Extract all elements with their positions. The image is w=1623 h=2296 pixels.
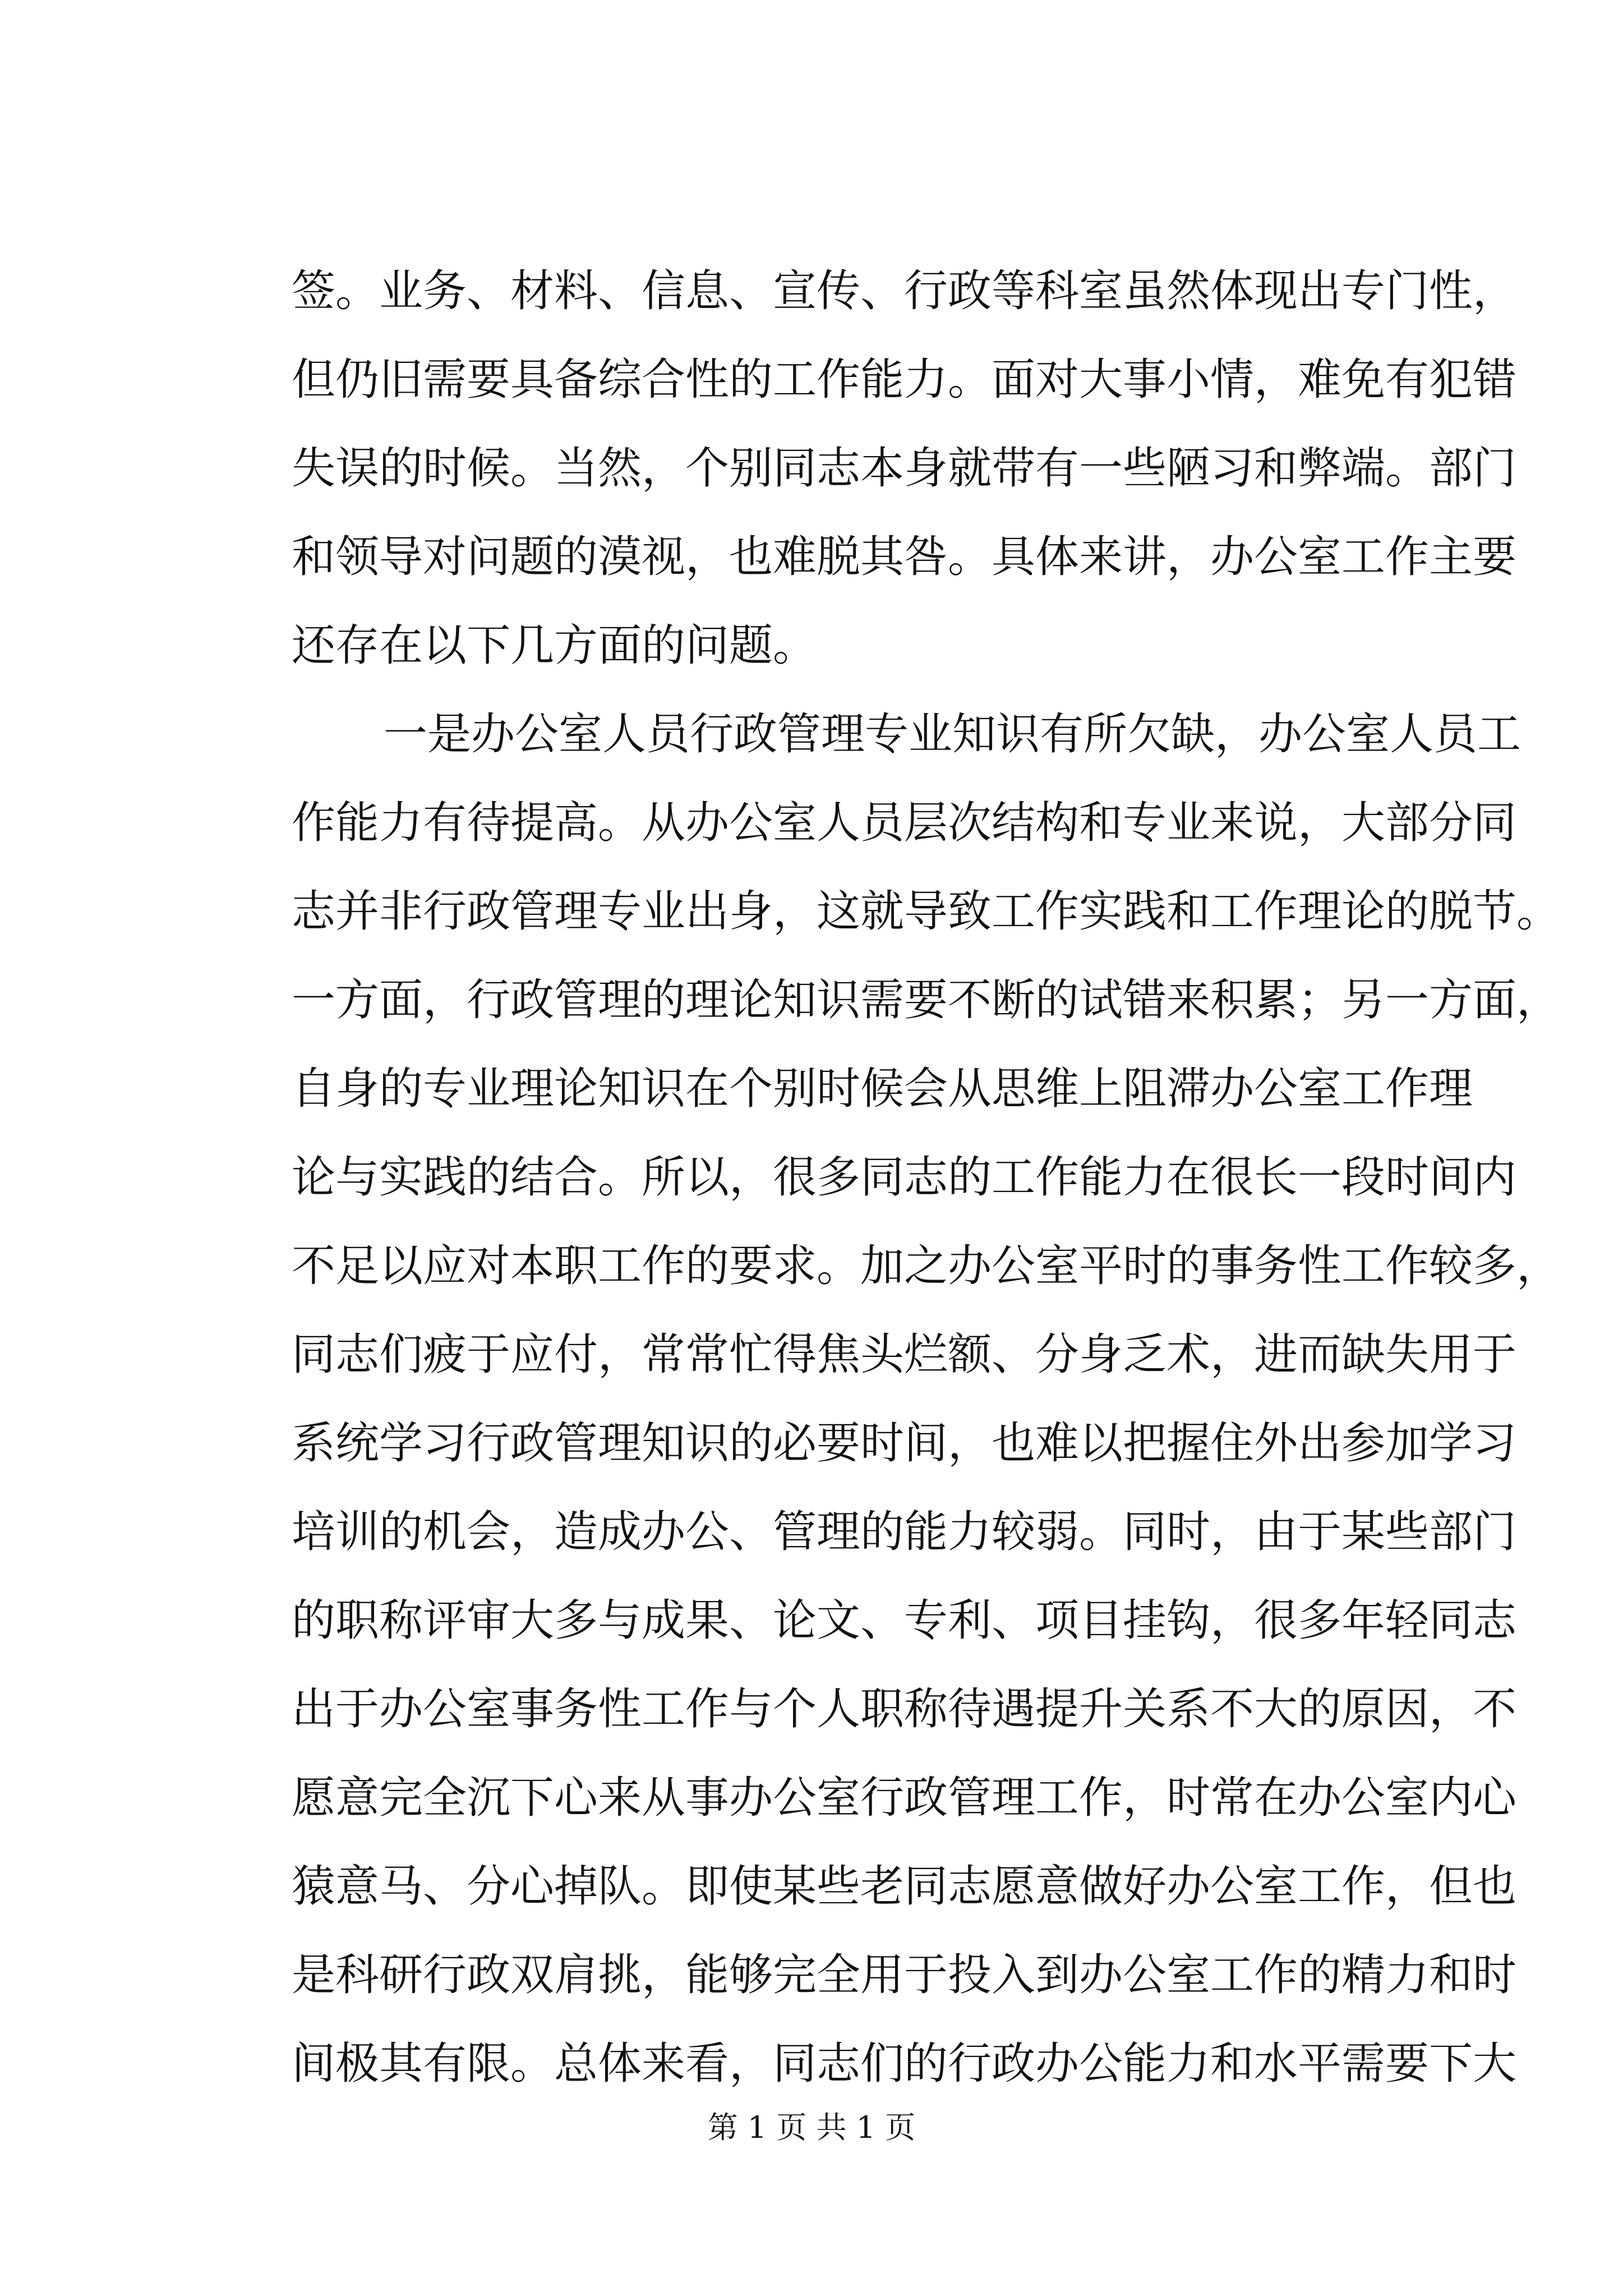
paragraph-line: 签。业务、材料、信息、宣传、行政等科室虽然体现出专门性， (292, 266, 1517, 316)
paragraph-line: 还存在以下几方面的问题。 (292, 620, 817, 671)
paragraph-line: 系统学习行政管理知识的必要时间，也难以把握住外出参加学习 (292, 1418, 1517, 1469)
paragraph-line: 一方面，行政管理的理论知识需要不断的试错来积累；另一方面， (292, 975, 1561, 1025)
paragraph-line: 志并非行政管理专业出身，这就导致工作实践和工作理论的脱节。 (292, 886, 1561, 937)
paragraph-line: 间极其有限。总体来看，同志们的行政办公能力和水平需要下大 (292, 2039, 1517, 2089)
paragraph-line: 失误的时候。当然，个别同志本身就带有一些陋习和弊端。部门 (292, 443, 1517, 494)
paragraph-line: 是科研行政双肩挑，能够完全用于投入到办公室工作的精力和时 (292, 1950, 1517, 2000)
paragraph-2 (292, 690, 1561, 2108)
paragraph-line: 和领导对问题的漠视，也难脱其咎。具体来讲，办公室工作主要 (292, 532, 1517, 582)
paragraph-line: 但仍旧需要具备综合性的工作能力。面对大事小情，难免有犯错 (292, 355, 1517, 405)
paragraph-line: 自身的专业理论知识在个别时候会从思维上阻滞办公室工作理 (292, 1064, 1473, 1114)
paragraph-line: 培训的机会，造成办公、管理的能力较弱。同时，由于某些部门 (292, 1507, 1517, 1557)
page-number-label: 第 1 页 共 1 页 (707, 2110, 916, 2145)
paragraph-line: 一是办公室人员行政管理专业知识有所欠缺，办公室人员工 (384, 709, 1521, 760)
paragraph-line: 论与实践的结合。所以，很多同志的工作能力在很长一段时间内 (292, 1152, 1517, 1203)
document-body (292, 247, 1561, 2108)
paragraph-line: 猿意马、分心掉队。即使某些老同志愿意做好办公室工作，但也 (292, 1861, 1517, 1912)
paragraph-line: 愿意完全沉下心来从事办公室行政管理工作，时常在办公室内心 (292, 1773, 1517, 1823)
paragraph-line: 同志们疲于应付，常常忙得焦头烂额、分身乏术，进而缺失用于 (292, 1329, 1517, 1380)
paragraph-1 (292, 247, 1517, 690)
paragraph-line: 不足以应对本职工作的要求。加之办公室平时的事务性工作较多， (292, 1241, 1561, 1291)
paragraph-line: 的职称评审大多与成果、论文、专利、项目挂钩，很多年轻同志 (292, 1595, 1517, 1646)
paragraph-line: 出于办公室事务性工作与个人职称待遇提升关系不大的原因，不 (292, 1684, 1517, 1734)
paragraph-line: 作能力有待提高。从办公室人员层次结构和专业来说，大部分同 (292, 798, 1517, 848)
page-footer (0, 2108, 1623, 2147)
